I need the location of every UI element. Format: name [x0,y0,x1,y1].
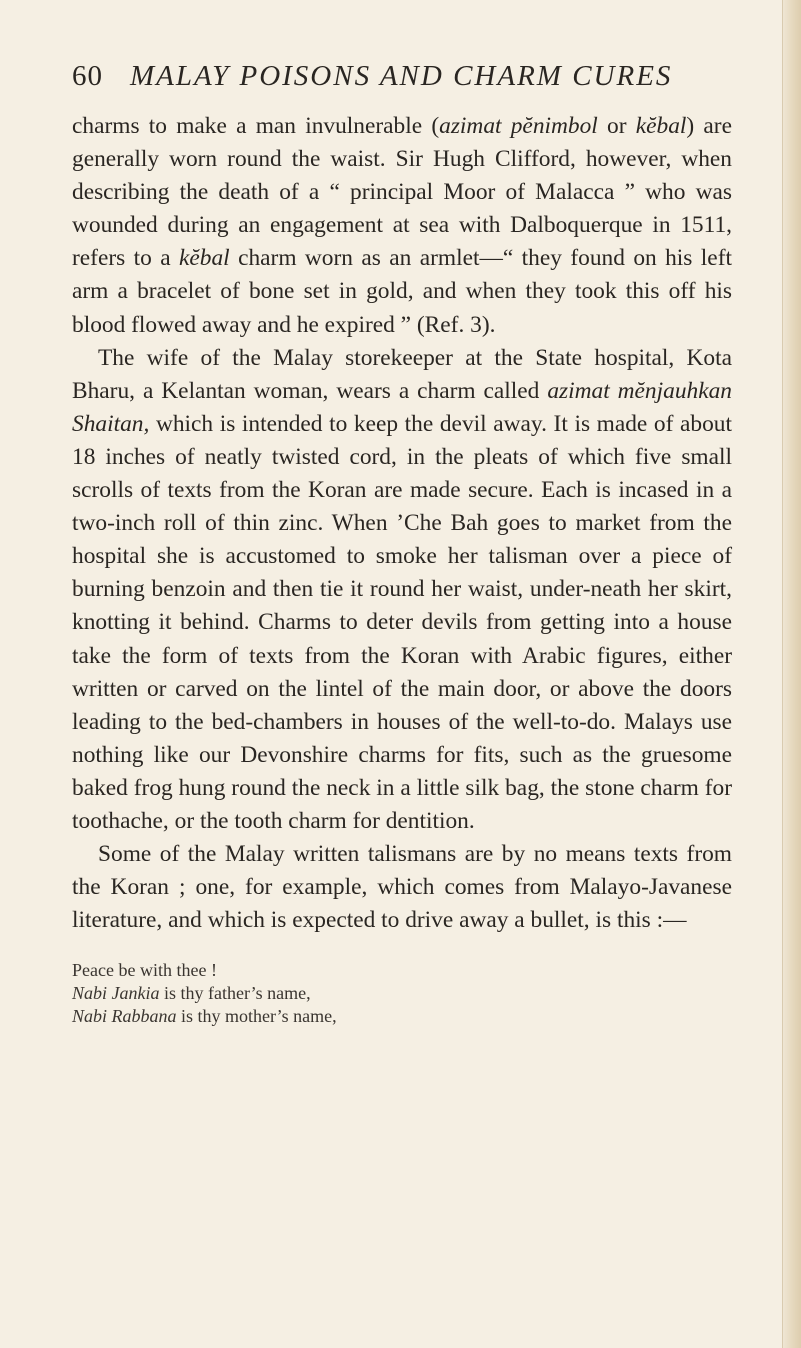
verse-line [72,959,732,982]
paragraph [72,342,732,838]
text-run: which is intended to keep the devil away. It is made of about 18 inches of neatly twisted cord, in the pleats of which five small scrolls of texts from the Koran are made secure. Each is incased in a two-inch roll of thin zinc. When ’Che Bah goes to market from the hospital she is accustomed to smoke her talisman over a piece of burning benzoin and then tie it round her waist, under-neath her skirt, knotting it behind. Charms to deter devils from getting into a house take the form of texts from the Koran with Arabic figures, either written or carved on the lintel of the main door, or above the doors leading to the bed-chambers in houses of the well-to-do. Malays use nothing like our Devonshire charms for fits, such as the gruesome baked frog hung round the neck in a little silk bag, the stone charm for toothache, or the tooth charm for dentition. [72,410,732,834]
text-run: charm worn as an armlet—“ they found on his left arm a bracelet of bone set in gold, and when they took this off his blood flowed away and he expired ” (Ref. 3). [72,245,732,338]
italic-term: azimat pĕnimbol [439,113,598,139]
page-header [72,60,732,110]
text-run: is thy father’s name, [159,983,311,1004]
italic-term: azimat mĕnjauhkan Shaitan, [72,377,732,437]
body-text [72,110,732,937]
paragraph [72,110,732,342]
italic-term: Nabi Rabbana [72,1006,177,1027]
text-run: charms to make a man invulnerable ( [72,113,440,139]
italic-term: kĕbal [635,113,687,139]
verse-block [72,959,732,1028]
verse-line [72,982,732,1005]
page-edge [782,0,801,1348]
verse-line [72,1005,732,1028]
text-run: is thy mother’s name, [176,1006,337,1027]
running-head: MALAY POISONS AND CHARM CURES [130,60,673,92]
italic-term: kĕbal [179,245,230,272]
page-number: 60 [72,60,103,92]
text-run: Some of the Malay written talismans are by no means texts from the Koran ; one, for example, which comes from Malayo-Javanese literature, and which is expected to drive away a bullet, is this :— [72,841,732,934]
text-run: ) are generally worn round the waist. Sir Hugh Clifford, however, when describing the death of a “ principal Moor of Malacca ” who was wounded during an engagement at sea with Dalboquerque in 1511, refers to a [72,113,732,272]
text-run: or [597,113,636,139]
text-run: The wife of the Malay storekeeper at the State hospital, Kota Bharu, a Kelantan woman, wears a charm called [72,344,732,404]
book-page [72,60,732,1028]
text-run: Peace be with thee ! [72,960,217,981]
italic-term: Nabi Jankia [72,983,160,1004]
paragraph [72,838,732,937]
